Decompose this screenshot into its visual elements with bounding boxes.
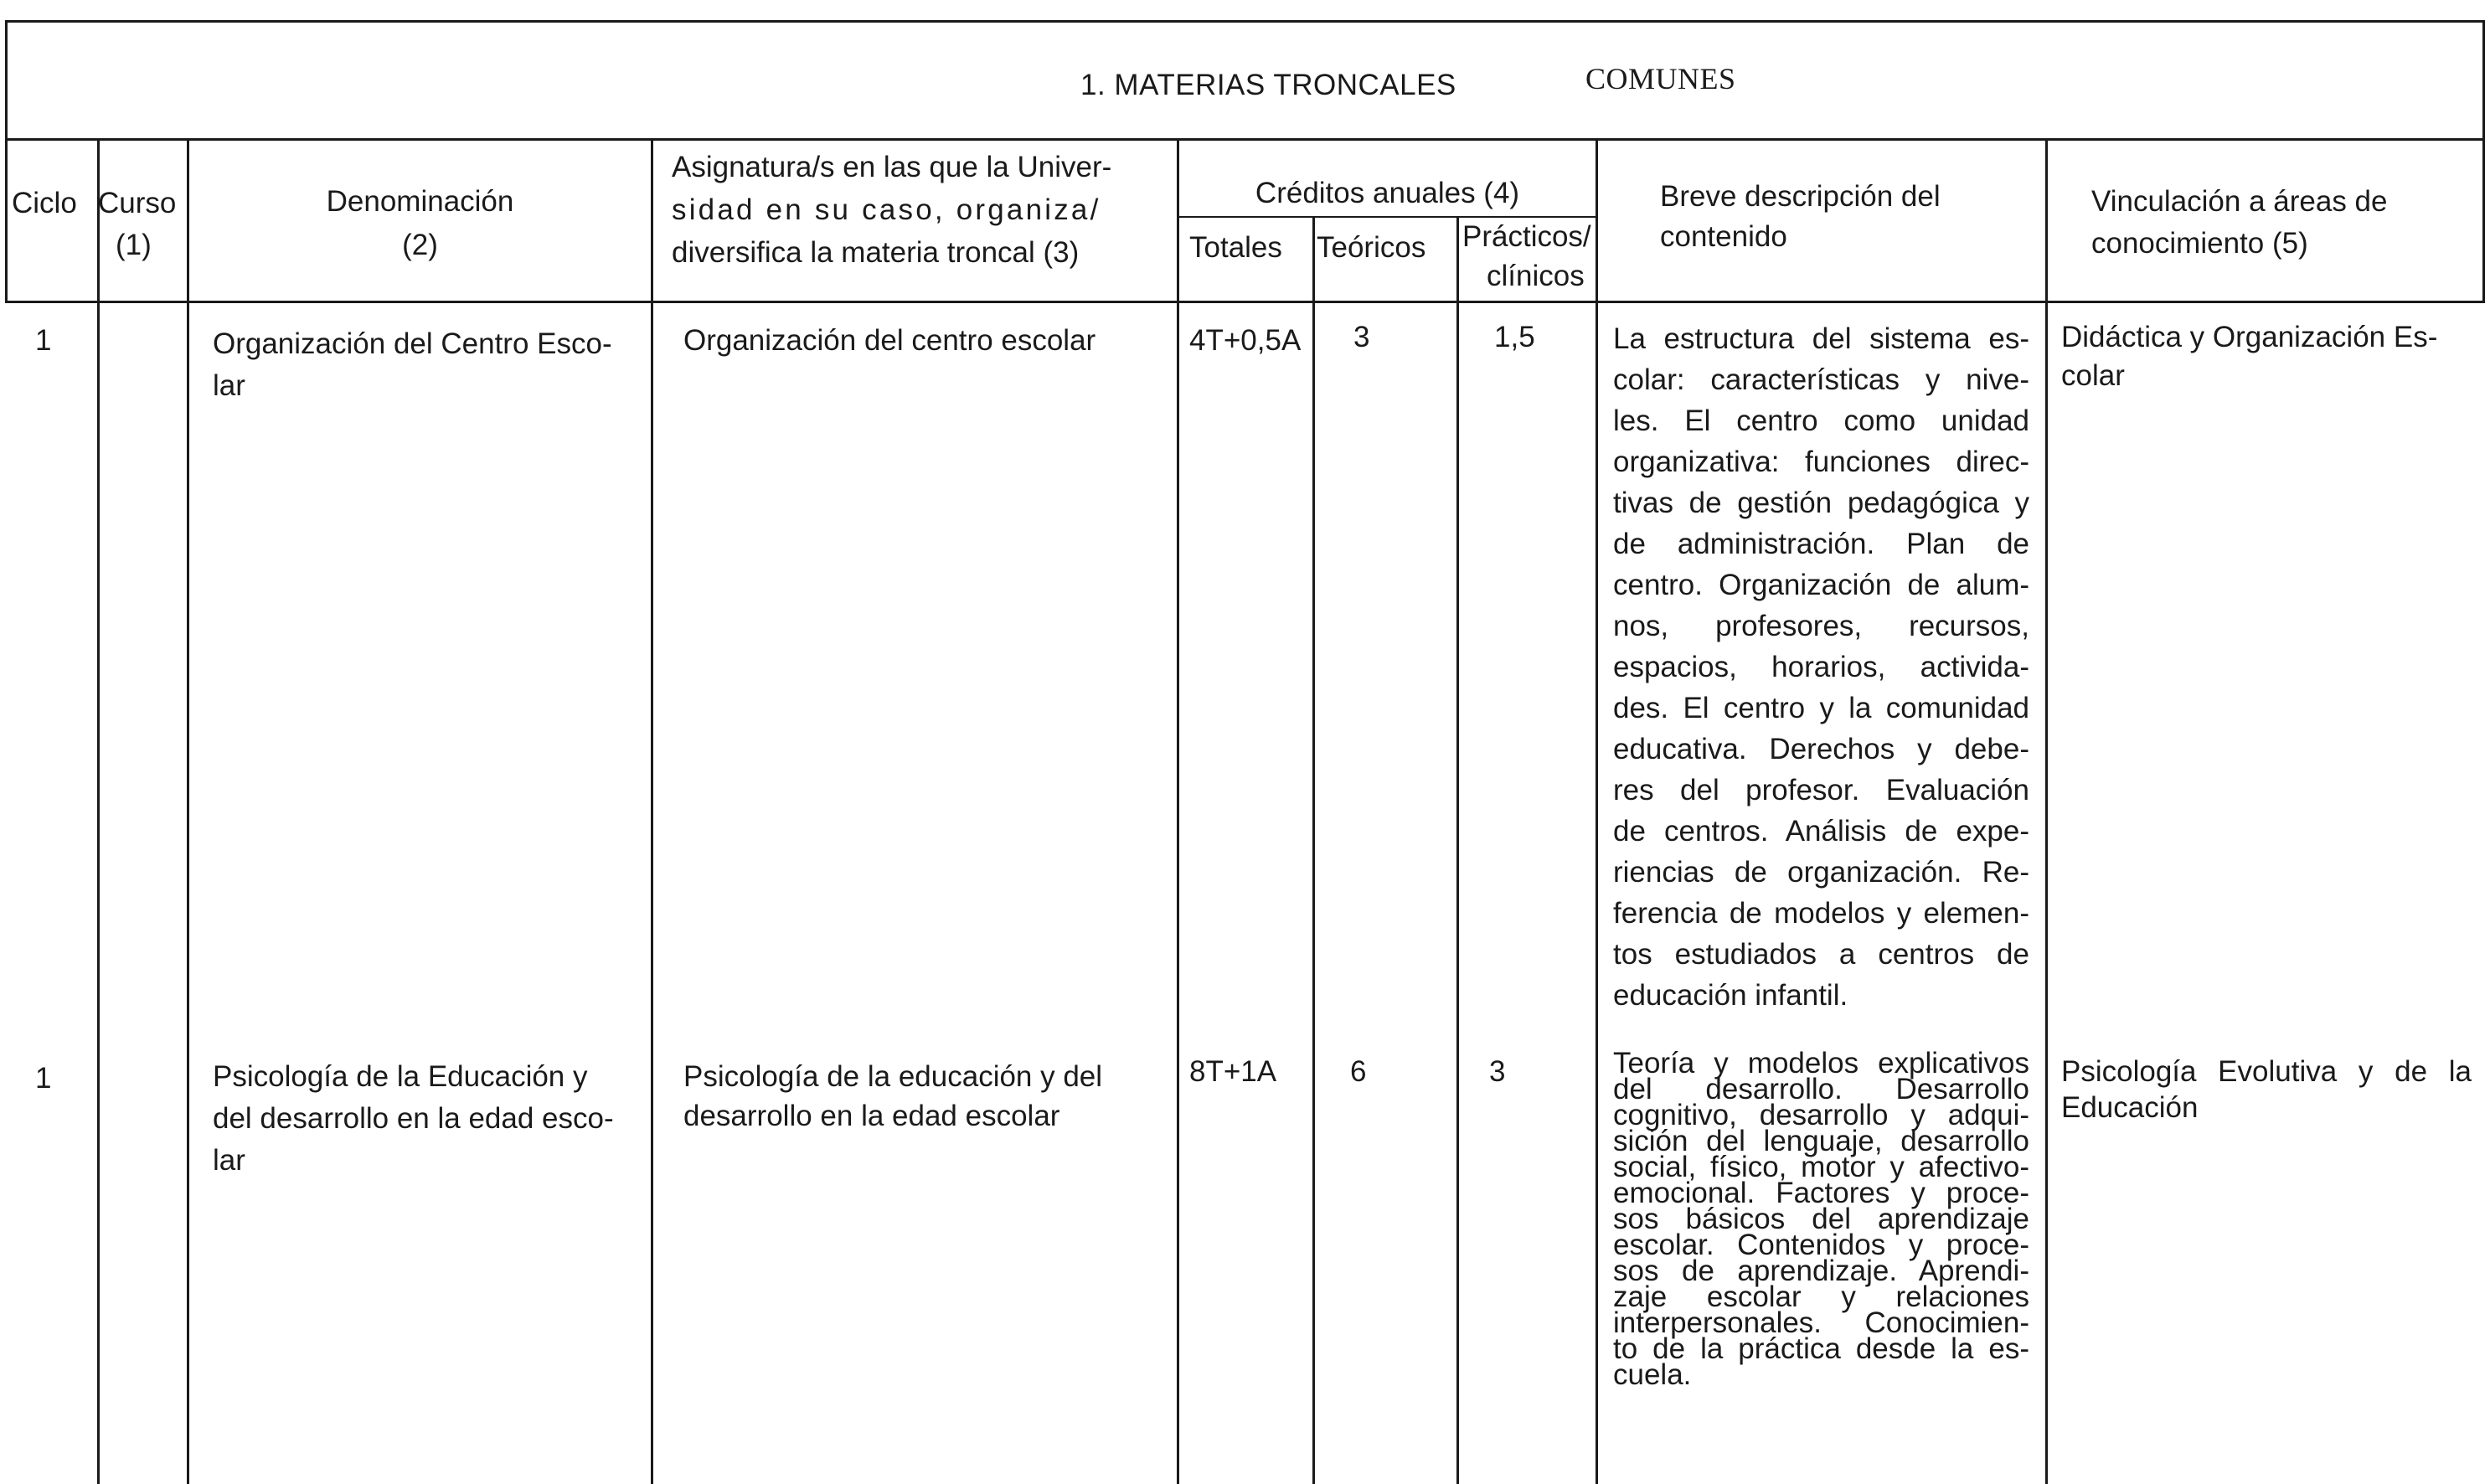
desc1-line: tos estudiados a centros de xyxy=(1613,938,2029,971)
row2-denominacion-l3: lar xyxy=(213,1144,245,1177)
row1-vinculacion-l1: Didáctica y Organización Es- xyxy=(2061,321,2438,353)
header-creditos: Créditos anuales (4) xyxy=(1255,177,1520,209)
row2-asignatura-l1: Psicología de la educación y del xyxy=(683,1060,1103,1093)
desc2-line: Teoría y modelos explicativos xyxy=(1613,1047,2029,1080)
row1-denominacion-l1: Organización del Centro Esco- xyxy=(213,327,612,360)
header-denominacion: Denominación xyxy=(326,185,514,218)
desc1-line: centro. Organización de alum- xyxy=(1613,569,2029,601)
desc2-line: zaje escolar y relaciones xyxy=(1613,1280,2029,1313)
row2-vinculacion-l1: Psicología Evolutiva y de la xyxy=(2061,1055,2472,1088)
desc1-line: les. El centro como unidad xyxy=(1613,404,2029,437)
row1-denominacion-l2: lar xyxy=(213,369,245,402)
desc2-line: cuela. xyxy=(1613,1358,1692,1391)
desc1-line: nos, profesores, recursos, xyxy=(1613,610,2029,642)
header-ciclo: Ciclo xyxy=(12,187,77,219)
desc2-line: sos básicos del aprendizaje xyxy=(1613,1203,2029,1235)
desc1-line: educativa. Derechos y debe- xyxy=(1613,733,2029,765)
desc2-line: cognitivo, desarrollo y adqui- xyxy=(1613,1099,2029,1131)
row2-descripcion xyxy=(1613,1047,2029,1391)
desc1-line: La estructura del sistema es- xyxy=(1613,322,2029,355)
row1-vinculacion-l2: colar xyxy=(2061,359,2125,392)
desc1-line: de centros. Análisis de expe- xyxy=(1613,815,2029,848)
row2-practicos: 3 xyxy=(1489,1055,1506,1088)
desc1-line: espacios, horarios, activida- xyxy=(1613,651,2029,683)
row2-totales: 8T+1A xyxy=(1189,1055,1277,1088)
row2-ciclo: 1 xyxy=(35,1062,52,1095)
row1-teoricos: 3 xyxy=(1353,321,1370,353)
header-practicos-l1: Prácticos/ xyxy=(1462,220,1591,253)
header-bottom-border xyxy=(5,301,2485,303)
row2-denominacion-l2: del desarrollo en la edad esco- xyxy=(213,1102,614,1135)
row1-practicos: 1,5 xyxy=(1494,321,1535,353)
header-vinculacion-l1: Vinculación a áreas de xyxy=(2091,185,2388,218)
desc2-line: sos de aprendizaje. Aprendi- xyxy=(1613,1255,2029,1287)
header-vinculacion-l2: conocimiento (5) xyxy=(2091,227,2308,260)
col-sep-asignatura xyxy=(1177,138,1179,1484)
col-sep-denominacion xyxy=(651,138,653,1484)
col-sep-curso xyxy=(187,138,189,1484)
header-totales: Totales xyxy=(1189,231,1282,264)
desc1-line: des. El centro y la comunidad xyxy=(1613,692,2029,724)
row1-asignatura: Organización del centro escolar xyxy=(683,324,1096,357)
title-bottom-border xyxy=(5,138,2485,141)
col-sep-totales xyxy=(1312,216,1315,1484)
desc2-line: del desarrollo. Desarrollo xyxy=(1613,1073,2029,1105)
header-curso-num: (1) xyxy=(116,229,152,261)
col-sep-teoricos xyxy=(1456,216,1459,1484)
table-title-main: 1. MATERIAS TRONCALES xyxy=(1080,69,1456,101)
header-descripcion-l2: contenido xyxy=(1660,220,1787,253)
row1-ciclo: 1 xyxy=(35,324,52,357)
col-sep-practicos xyxy=(1596,138,1598,1484)
table-title-comunes: COMUNES xyxy=(1585,62,1736,95)
header-curso: Curso xyxy=(98,187,177,219)
header-asignatura-l1: Asignatura/s en las que la Univer- xyxy=(672,151,1112,183)
header-denominacion-num: (2) xyxy=(402,229,438,261)
desc1-line: organizativa: funciones direc- xyxy=(1613,446,2029,478)
desc1-line: ferencia de modelos y elemen- xyxy=(1613,897,2029,930)
table-top-border xyxy=(5,20,2485,23)
desc1-line: colar: características y nive- xyxy=(1613,363,2029,396)
table-right-border xyxy=(2482,20,2485,303)
desc2-line: interpersonales. Conocimien- xyxy=(1613,1306,2029,1339)
desc1-line: tivas de gestión pedagógica y xyxy=(1613,487,2029,519)
row1-descripcion xyxy=(1613,318,2029,1016)
header-teoricos: Teóricos xyxy=(1317,231,1426,264)
header-asignatura-l2: sidad en su caso, organiza/ xyxy=(672,193,1101,226)
desc1-line: de administración. Plan de xyxy=(1613,528,2029,560)
desc2-line: social, físico, motor y afectivo- xyxy=(1613,1151,2029,1183)
table-left-border xyxy=(5,20,8,303)
row1-totales: 4T+0,5A xyxy=(1189,324,1302,357)
header-descripcion-l1: Breve descripción del xyxy=(1660,180,1941,213)
desc1-line: res del profesor. Evaluación xyxy=(1613,774,2029,806)
row2-vinculacion-l2: Educación xyxy=(2061,1091,2199,1124)
header-practicos-l2: clínicos xyxy=(1487,260,1585,292)
desc2-line: sición del lenguaje, desarrollo xyxy=(1613,1125,2029,1157)
desc2-line: escolar. Contenidos y proce- xyxy=(1613,1229,2029,1261)
desc2-line: to de la práctica desde la es- xyxy=(1613,1332,2029,1365)
col-sep-ciclo xyxy=(97,138,100,1484)
col-sep-descripcion xyxy=(2045,138,2048,1484)
header-asignatura-l3: diversifica la materia troncal (3) xyxy=(672,236,1080,269)
row2-denominacion-l1: Psicología de la Educación y xyxy=(213,1060,588,1093)
desc1-line: riencias de organización. Re- xyxy=(1613,856,2029,889)
desc2-line: emocional. Factores y proce- xyxy=(1613,1177,2029,1209)
row2-asignatura-l2: desarrollo en la edad escolar xyxy=(683,1100,1060,1132)
desc1-line: educación infantil. xyxy=(1613,979,1848,1012)
row2-teoricos: 6 xyxy=(1350,1055,1367,1088)
